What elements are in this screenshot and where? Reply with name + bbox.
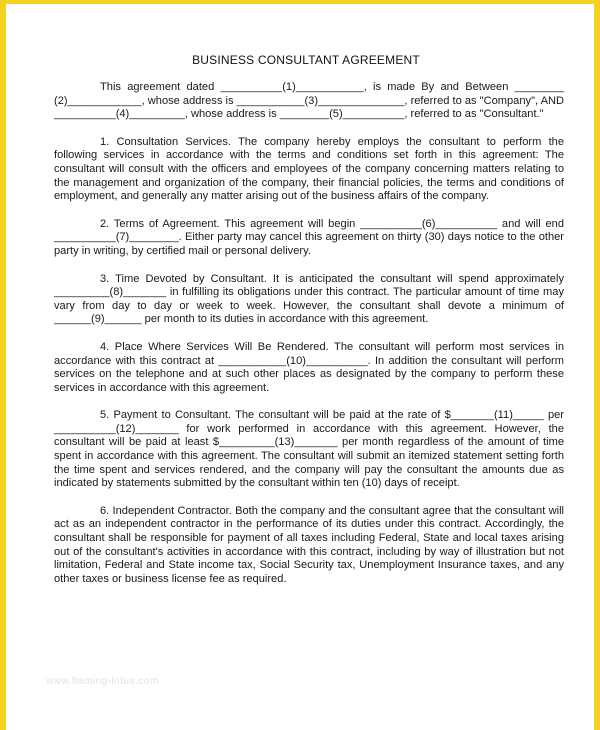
section-place-of-services: 4. Place Where Services Will Be Rendered. The consultant will perform most services in accordance with this contract at ___________(10)__________. In addition the consultant will perform services on the telephone and at such other places as designated by the company to perform these services in accordance with this agreement.: [54, 340, 564, 394]
section-independent-contractor: 6. Independent Contractor. Both the company and the consultant agree that the consultant will act as an independent contractor in the performance of its duties under this contract. Accordingly, the consultant shall be responsible for payment of all taxes including Federal, State and local taxes arising out of the consultant's activities in accordance with this contract, including by way of illustration but not limitation, Federal and State income tax, Social Security tax, Unemployment Insurance taxes, and any other taxes or business license fee as required.: [54, 504, 564, 585]
watermark-text: www.flaming-lotus.com: [46, 676, 159, 687]
section-terms-of-agreement: 2. Terms of Agreement. This agreement will begin __________(6)__________ and will end __________(7)________. Either party may cancel this agreement on thirty (30) days notice to the other party in writing, by certified mail or personal delivery.: [54, 217, 564, 257]
document-title: BUSINESS CONSULTANT AGREEMENT: [192, 53, 420, 67]
section-time-devoted: 3. Time Devoted by Consultant. It is anticipated the consultant will spend approximately _________(8)_______ in fulfilling its obligations under this contract. The particular amount of time may vary from day to day or week to week. However, the consultant shall devote a minimum of ______(9)______ per month to its duties in accordance with this agreement.: [54, 272, 564, 326]
document-page: [6, 4, 594, 730]
document-body: [54, 81, 564, 600]
section-payment: 5. Payment to Consultant. The consultant will be paid at the rate of $_______(11)_____ per __________(12)_______ for work performed in accordance with this agreement. However, the consultant will be paid at least $_________(13)_______ per month regardless of the amount of time spent in accordance with this agreement. The consultant will submit an itemized statement setting forth the time spent and services rendered, and the company will pay the consultant the amounts due as indicated by statements submitted by the consultant within ten (10) days of receipt.: [54, 409, 564, 490]
section-consultation-services: 1. Consultation Services. The company hereby employs the consultant to perform the following services in accordance with the terms and conditions set forth in this agreement: The consultant will consult with the officers and employees of the company concerning matters relating to the management and organization of the company, their financial policies, the terms and conditions of employment, and generally any matter arising out of the business affairs of the company.: [54, 135, 564, 203]
intro-paragraph: This agreement dated __________(1)___________, is made By and Between ________ (2)____________, whose address is ___________(3)______________, referred to as "Company", AND __________(4)_________, whose address is ________(5)__________, referred to as "Consultant.": [54, 81, 564, 121]
